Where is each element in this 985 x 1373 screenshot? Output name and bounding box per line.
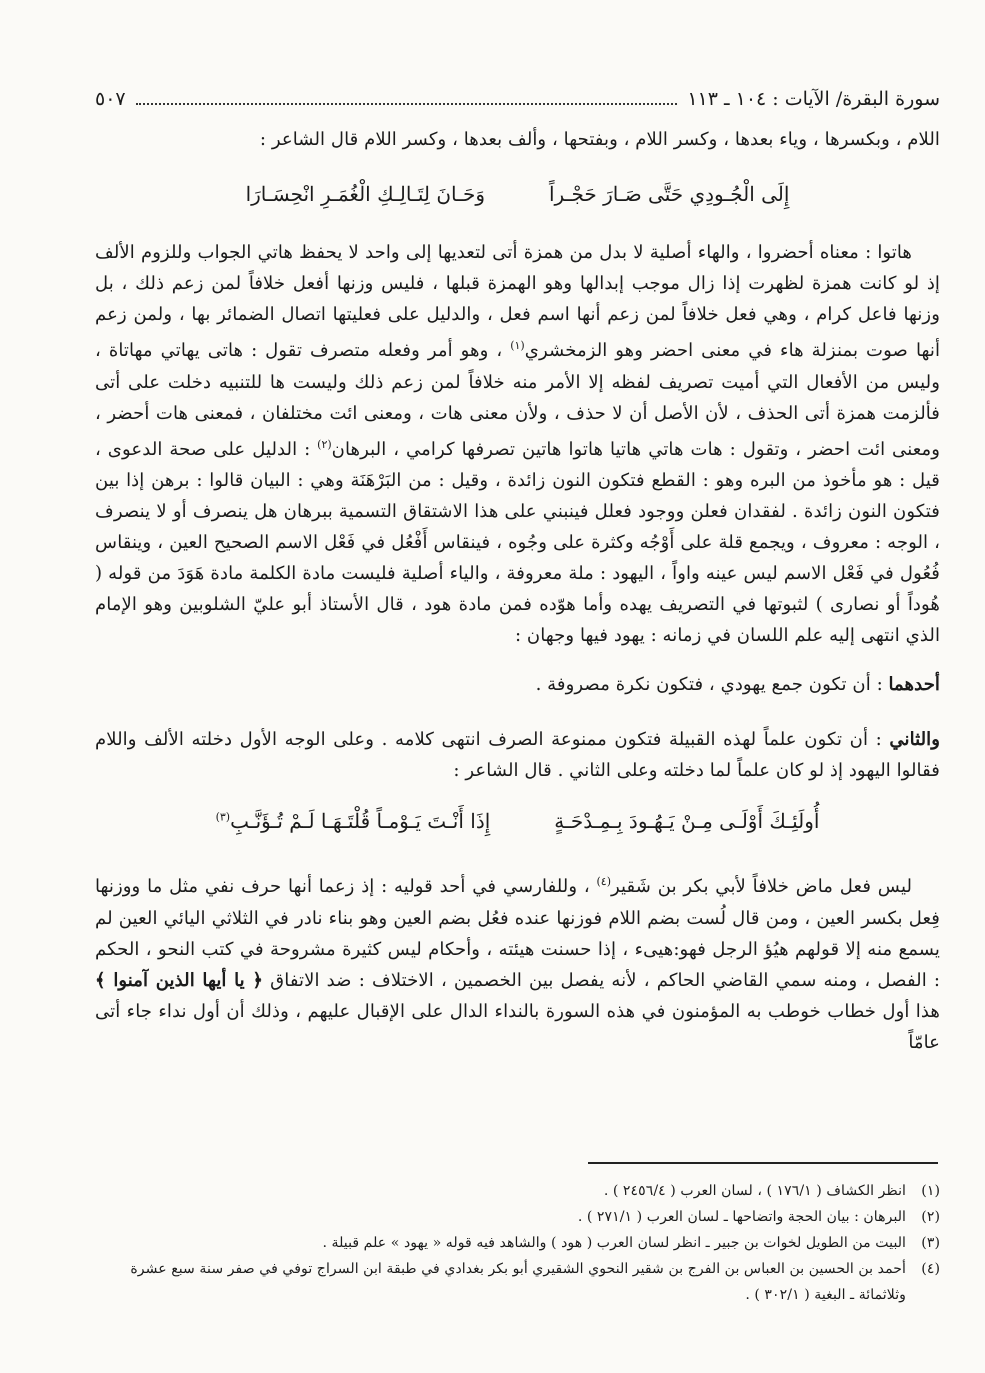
intro-line: اللام ، وبكسرها ، وياء بعدها ، وكسر اللام ، وبفتحها ، وألف بعدها ، وكسر اللام قال الشاعر : (259, 129, 940, 150)
running-title: سورة البقرة/ الآيات : ١٠٤ ـ ١١٣ (687, 88, 940, 110)
verse-2-left-hemistich (216, 809, 491, 833)
verse-2-right-hemistich: أُولَئِـكَ أَوْلَـى مِـنْ يَـهُـودَ بِـمِـدْحَـةٍ (554, 809, 820, 834)
footnote-number: (١) (921, 1183, 940, 1199)
page-body (95, 88, 940, 1058)
verse-2-left-text: إِذَا أَنْـتَ يَـوْمـاً قُلْتَـهَـا لَـمْ تُـؤَنَّـبِ (230, 809, 491, 834)
first-aspect-text: : أن تكون جمع يهودي ، فتكون نكرة مصروفة . (535, 674, 889, 696)
footnote-3 (95, 1230, 940, 1256)
second-aspect (95, 724, 940, 786)
paragraph-laysa-text-2: ، وللفارسي في أحد قوليه : إذ زعما أنها حرف نفي مثل ما ووزنها فِعل بكسر العين ، ومن قال لُست بضم اللام فوزنها عنده فعُل بضم العين وهو بناء نادر في الثلاثي اليائي العين لم يسمع منه إلا قولهم هيُؤ الرجل فهو:هيىء ، إذا حسنت هيئته ، وأحكام ليس كثيرة مشروحة في كتب النحو ، الحكم : الفصل ، ومنه سمي القاضي الحاكم ، لأنه يفصل بين الخصمين ، الاختلاف : ضد الاتفاق (95, 876, 940, 991)
paragraph-hatu-text-3: : الدليل على صحة الدعوى ، قيل : هو مأخوذ من البره وهو : القطع فتكون النون زائدة ، وقيل : من البَرْهَنَة وهي : البيان قالوا : برهن إذا بين فتكون النون زائدة . لفقدان فعلن ووجود فعلل فينبني على هذا الاشتقاق التسمية ببرهان هل ينصرف أو لا ينصرف ، الوجه : معروف ، ويجمع قلة على أَوْجُه وكثرة على وجُوه ، فينقاس أَفْعُل في فَعْل الاسم الصحيح العين ، وينقاس فُعُول في فَعْل الاسم ليس عينه واواً ، اليهود : ملة معروفة ، والياء أصلية فليست مادة الكلمة مادة هَوَدَ من قوله ( هُوداً أو نصارى ) لثبوتها في التصريف يهده وأما هوّده فمن مادة هود ، قال الأستاذ أبو عليّ الشلوبين وهو الإمام الذي انتهى إليه علم اللسان في زمانه : يهود فيها وجهان : (95, 438, 940, 647)
page-number: ٥٠٧ (95, 88, 126, 110)
verse-1 (95, 177, 940, 211)
first-aspect (95, 669, 940, 700)
verse-1-right-hemistich: إِلَى الْجُـودِي حَتَّى صَـارَ حَجْـراً (549, 182, 790, 207)
second-aspect-text: : أن تكون علماً لهذه القبيلة فتكون ممنوعة الصرف انتهى كلامه . وعلى الوجه الأول دخلته الألف واللام فقالوا اليهود إذ لو كان علماً لما دخلته وعلى الثاني . قال الشاعر : (95, 729, 940, 782)
footnote-ref-1[interactable]: (١) (510, 339, 525, 353)
paragraph-laysa-text-3: هذا أول خطاب خوطب به المؤمنون في هذه السورة بالنداء الدال على الإقبال عليهم ، وذلك أن أول نداء جاء أتى عامّاً (95, 1000, 940, 1053)
quran-quote: ﴿ يا أيها الذين آمنوا ﴾ (95, 969, 264, 991)
paragraph-laysa (95, 866, 940, 1058)
footnote-ref-4[interactable]: (٤) (596, 875, 612, 889)
footnote-number: (٣) (921, 1235, 940, 1251)
header-dots (136, 91, 678, 105)
footnote-number: (٢) (921, 1209, 940, 1225)
footnote-separator (588, 1162, 938, 1164)
paragraph-hatu-text-2: ، وهو أمر وفعله متصرف تقول : هاتى يهاتي مهاتاة ، وليس من الأفعال التي أميت تصريف لفظه إلا الأمر منه خلافاً لمن زعم ذلك وليست ها للتنبيه دخلت على أتى فألزمت همزة أتى الحذف ، لأن الأصل أن لا حذف ، ولأن معنى هات ، ومعنى ائت مختلفان ، فمعنى هات أحضر ، ومعنى ائت احضر ، وتقول : هات هاتي هاتيا هاتوا هاتين تصرفها كرامي ، البرهان (95, 340, 940, 460)
paragraph-hatu (95, 237, 940, 651)
footnote-text: أحمد بن الحسين بن العباس بن الفرج بن شقير النحوي الشقيري أبو بكر بغدادي في طبقة ابن السراج توفي في صفر سنة سبع عشرة وثلاثمائة ـ البغية ( ٣٠٢/١ ) . (130, 1261, 906, 1303)
footnote-1 (95, 1178, 940, 1204)
paragraph-laysa-text: ليس فعل ماض خلافاً لأبي بكر بن شَقير (611, 876, 912, 898)
footnote-ref-3[interactable]: (٣) (215, 810, 231, 824)
first-aspect-label: أحدهما (888, 674, 940, 696)
footnote-text: انظر الكشاف ( ١٧٦/١ ) ، لسان العرب ( ٢٤٥٦/٤ ) . (603, 1183, 906, 1199)
footnote-2 (95, 1204, 940, 1230)
footnotes (95, 1178, 940, 1308)
footnote-number: (٤) (921, 1261, 940, 1277)
second-aspect-label: والثاني (889, 729, 940, 751)
footnote-text: البرهان : بيان الحجة واتضاحها ـ لسان العرب ( ٢٧١/١ ) . (577, 1209, 906, 1225)
verse-1-left-hemistich: وَحَـانَ لِتَـالِـكِ الْغُمَـرِ انْحِسَـارَا (245, 182, 485, 207)
running-header (95, 88, 940, 122)
footnote-text: البيت من الطويل لخوات بن جبير ـ انظر لسان العرب ( هود ) والشاهد فيه قوله « يهود » علم قبيلة . (322, 1235, 906, 1251)
paragraph-hatu-text: هاتوا : معناه أحضروا ، والهاء أصلية لا بدل من همزة أتى لتعديها إلى واحد لا يحفظ هاتي الجواب وللزوم الألف إذ لو كانت همزة لظهرت إذا زال موجب إبدالها وهو الهمزة قبلها ، فليس وزنها أفعل خلافاً لمن زعم ذلك ، بل وزنها فاعل كرام ، وهي فعل خلافاً لمن زعم أنها اسم فعل ، والدليل على فعليتها اتصال الضمائر بها ، ولمن زعم أنها صوت بمنزلة هاء في معنى احضر وهو الزمخشري (95, 242, 940, 362)
verse-2 (95, 804, 940, 838)
footnote-4 (95, 1256, 940, 1308)
footnote-ref-2[interactable]: (٢) (317, 437, 332, 451)
